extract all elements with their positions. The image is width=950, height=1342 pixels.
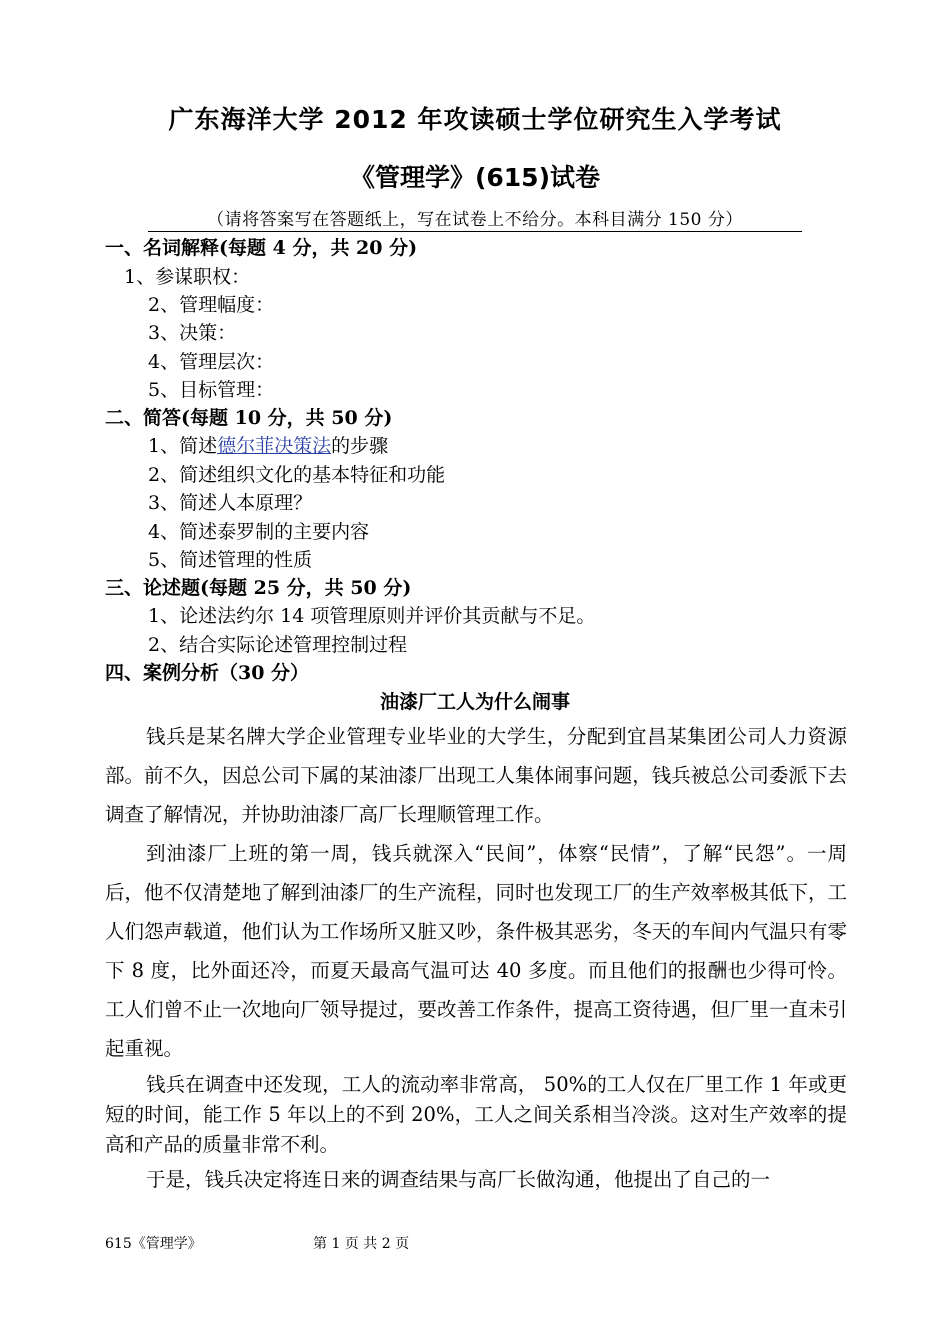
case-title: 油漆厂工人为什么闹事 xyxy=(379,691,570,713)
case-paragraph: 于是，钱兵决定将连日来的调查结果与高厂长做沟通，他提出了自己的一 xyxy=(146,1168,771,1191)
section-2-item: 4、简述泰罗制的主要内容 xyxy=(148,521,370,543)
section-4-heading: 四、案例分析（30 分） xyxy=(105,662,310,684)
section-2-item: 3、简述人本原理？ xyxy=(148,492,313,514)
case-paragraph: 到油漆厂上班的第一周，钱兵就深入“民间”，体察“民情”，了解“民怨”。一周后，他不仅清楚地了解到油漆厂的生产流程，同时也发现工厂的生产效率极其低下，工人们怨声载道，他们认为工作场所又脏又吵，条件极其恶劣，冬天的车间内气温只有零下 8 度，比外面还冷，而夏天最高气温可达 40 多度。而且他们的报酬也少得可怜。工人们曾不止一次地向厂领导提过，要改善工作条件，提高工资待遇，但厂里一直未引起重视。 xyxy=(105,842,847,1060)
section-2-item: 5、简述管理的性质 xyxy=(148,549,313,571)
case-paragraph: 钱兵是某名牌大学企业管理专业毕业的大学生，分配到宜昌某集团公司人力资源部。前不久，因总公司下属的某油漆厂出现工人集体闹事问题，钱兵被总公司委派下去调查了解情况，并协助油漆厂高厂长理顺管理工作。 xyxy=(105,725,847,826)
section-1-item: 2、管理幅度： xyxy=(148,294,275,316)
section-3-heading: 三、论述题(每题 25 分，共 50 分) xyxy=(105,577,412,599)
section-1-item: 4、管理层次： xyxy=(148,351,275,373)
section-2-item-suffix: 的步骤 xyxy=(331,435,389,457)
footer-page-number: 第 1 页 共 2 页 xyxy=(313,1236,410,1252)
section-2-item-prefix: 1、简述 xyxy=(148,435,218,457)
section-3-item: 1、论述法约尔 14 项管理原则并评价其贡献与不足。 xyxy=(148,605,596,627)
section-3-item: 2、结合实际论述管理控制过程 xyxy=(148,634,408,656)
exam-title: 广东海洋大学 2012 年攻读硕士学位研究生入学考试 xyxy=(168,105,782,134)
exam-instructions: （请将答案写在答题纸上，写在试卷上不给分。本科目满分 150 分） xyxy=(148,205,802,232)
delphi-method-link[interactable]: 德尔菲决策法 xyxy=(217,435,332,457)
section-2-item xyxy=(148,431,388,458)
section-2-item: 2、简述组织文化的基本特征和功能 xyxy=(148,464,446,486)
section-1-heading: 一、名词解释(每题 4 分，共 20 分) xyxy=(105,237,418,259)
case-paragraph: 钱兵在调查中还发现，工人的流动率非常高， 50%的工人仅在厂里工作 1 年或更短的时间，能工作 5 年以上的不到 20%，工人之间关系相当冷淡。这对生产效率的提高和产品的质量非常不利。 xyxy=(105,1073,847,1156)
section-1-item: 1、参谋职权： xyxy=(124,266,251,288)
section-2-heading: 二、简答(每题 10 分，共 50 分) xyxy=(105,407,393,429)
section-1-item: 3、决策： xyxy=(148,322,237,344)
section-1-item: 5、目标管理： xyxy=(148,379,275,401)
exam-subtitle: 《管理学》(615)试卷 xyxy=(349,163,601,192)
footer-course: 615《管理学》 xyxy=(105,1236,202,1252)
